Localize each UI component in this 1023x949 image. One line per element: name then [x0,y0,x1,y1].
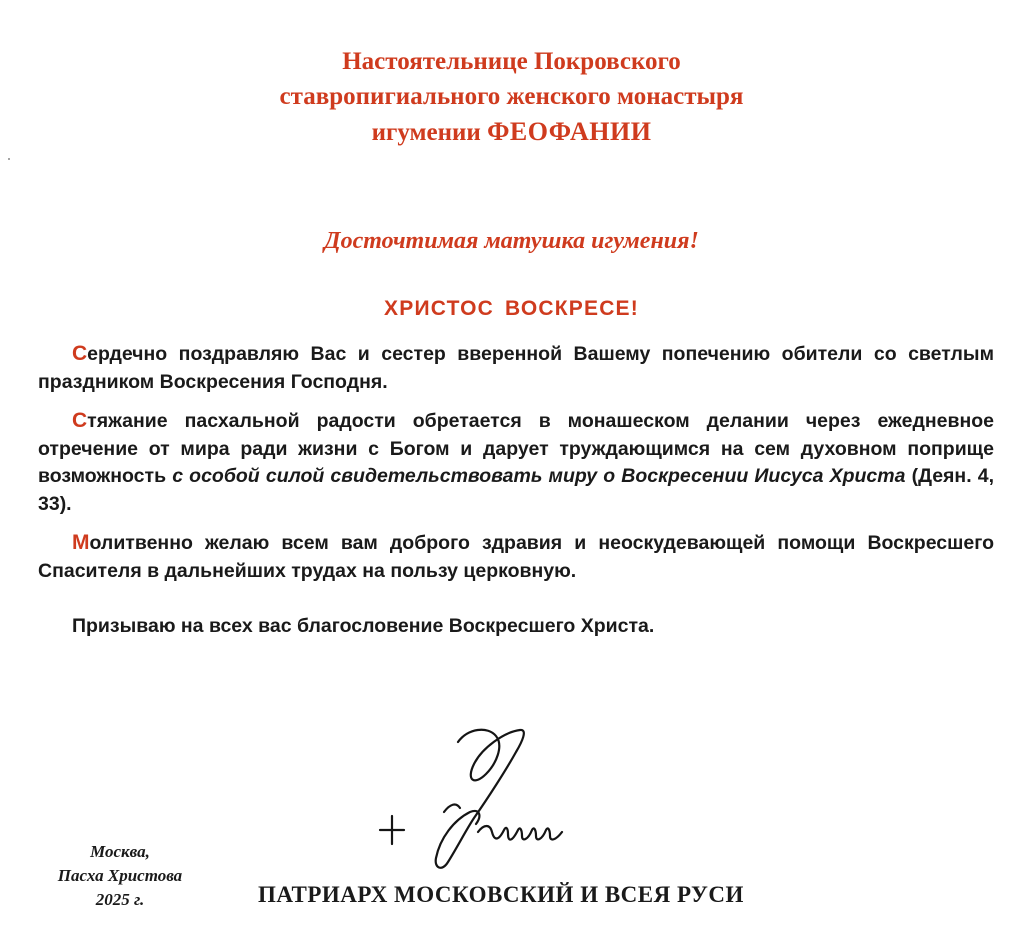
paragraph-3 [38,529,994,585]
place-year: 2025 г. [95,890,145,909]
paragraph-3-text: олитвенно желаю всем вам доброго здравия и неоскудевающей помощи Воскресшего Спасителя в дальнейших трудах на пользу церковную. [38,532,994,582]
addressee-line-3 [0,114,1023,150]
salutation: Досточтимая матушка игумения! [324,228,699,254]
addressee-name: ФЕОФАНИИ [487,117,652,146]
handwritten-signature [370,712,590,882]
place-city: Москва, [90,842,150,861]
addressee-prefix: игумении [371,119,488,146]
addressee-line-2: ставропигиального женского монастыря [279,83,744,110]
paragraph-1-text: ердечно поздравляю Вас и сестер вверенной Вашему попечению обители со светлым праздником Воскресения Господня. [38,343,994,393]
paragraph-2-text: тяжание пасхальной радости обретается в монашеском делании через ежедневное отречение от мира ради жизни с Богом и дарует труждающимся на сем духовном поприще возможность [38,410,994,487]
scripture-quote: с особой силой свидетельствовать миру о Воскресении Иисуса Христа [172,465,906,487]
signature-cross [380,816,404,844]
paschal-greeting: ХРИСТОС ВОСКРЕСЕ! [384,297,639,320]
scan-speck [8,158,10,160]
paragraph-2-initial: С [72,409,88,432]
signature-stem [444,805,460,812]
paragraph-1-initial: С [72,342,88,365]
scripture-reference: (Деян. 4, 33). [38,465,995,515]
signature-loop [436,730,524,868]
addressee-line-1: Настоятельнице Покровского [342,48,681,75]
paragraph-1 [38,340,994,396]
place-feast: Пасха Христова [57,866,183,885]
closing-blessing: Призываю на всех вас благословение Воскресшего Христа. [72,615,655,637]
signatory-title: ПАТРИАРХ МОСКОВСКИЙ И ВСЕЯ РУСИ [258,882,744,907]
paragraph-2 [38,407,994,518]
paragraph-3-initial: М [72,531,90,554]
signature-lettering [478,826,562,840]
addressee-block [0,44,1023,150]
place-and-date [40,840,200,912]
letter-body [38,340,994,652]
